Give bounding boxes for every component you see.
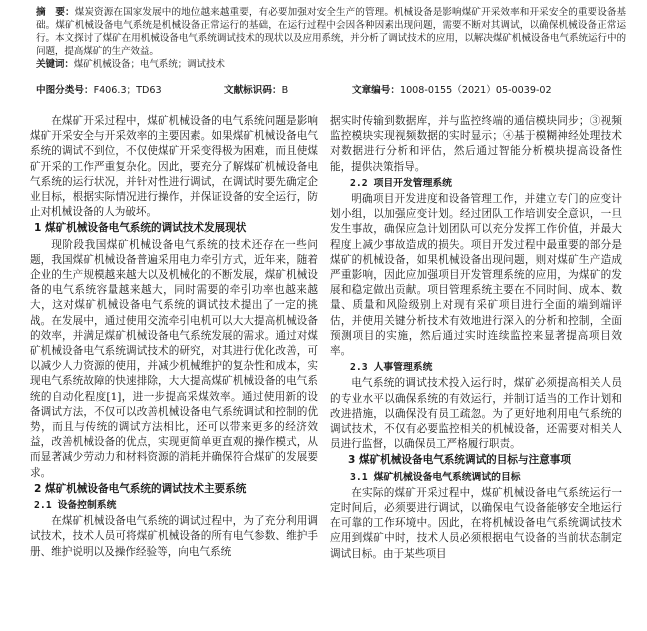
section-3-heading: 3 煤矿机械设备电气系统调试的目标与注意事项 bbox=[348, 454, 571, 467]
section-2-3-paragraph: 电气系统的调试技术投入运行时，煤矿必须提高相关人员的专业水平以确保系统的有效运行，并制订适当的工作计划和改进措施，以确保没有员工疏忽。为了更好地利用电气系统的调试技术，不仅有必要监控相关的机械设备，还需要对相关人员进行监督，以确保员工严格履行职责。 bbox=[330, 377, 622, 451]
clc-label: 中图分类号： bbox=[36, 85, 94, 96]
section-2-1-heading: 2.1 设备控制系统 bbox=[34, 500, 117, 512]
section-1-heading: 1 煤矿机械设备电气系统的调试技术发展现状 bbox=[34, 222, 247, 235]
article-number bbox=[352, 84, 552, 98]
section-1-paragraph: 现阶段我国煤矿机械设备电气系统的技术还存在一些问题，我国煤矿机械设备普遍采用电力牵引方式，近年来，随着企业的生产规模越来越大以及机械化的不断发展，煤矿机械设备的电气系统容量越来越大，同时需要的牵引功率也越来越大，这对煤矿机械设备电气系统的调试技术提出了一定的挑战。在发展中，通过使用交流牵引电机可以大大提高机械设备的效率，并满足煤矿机械设备电气系统发展的需求。通过对煤矿机械设备电气系统调试技术的研究，对其进行优化改善，可以减少人力资源的使用，并减少机械维护的复杂性和成本，实现电气系统故障的快速排除，大大提高煤矿机械设备的电气系统的自动化程度[1]，进一步提高采煤效率。通过使用新的设备调试方法，不仅可以改善机械设备电气系统调试和控制的优势，而且与传统的调试方法相比，还可以带来更多的经济效益，改善机械设备的优点，实现更简单更直观的操作模式，从而显著减少劳动力和材料资源的消耗并确保符合煤矿的发展要求。 bbox=[30, 238, 318, 479]
abstract-text: 煤炭资源在国家发展中的地位越来越重要，有必要加强对安全生产的管理。机械设备是影响煤矿开采效率和开采安全的重要设备基础。煤矿机械设备电气系统是机械设备正常运行的基础，在运行过程中会因各种因素出现问题，需要不断对其调试，以确保机械设备正常运行。本文探讨了煤矿在用机械设备电气系统调试技术的现状以及应用系统，并分析了调试技术的应用，以解决煤矿机械设备电气系统运行中的问题，提高煤矿的生产效益。 bbox=[36, 7, 626, 57]
clc-number bbox=[36, 84, 162, 98]
article-value: 1008-0155（2021）05-0039-02 bbox=[399, 85, 552, 96]
doc-label: 文献标识码： bbox=[224, 85, 282, 96]
keywords-line bbox=[36, 58, 626, 71]
right-column bbox=[330, 114, 622, 631]
abstract-block bbox=[36, 6, 626, 71]
section-2-2-heading: 2.2 项目开发管理系统 bbox=[350, 177, 452, 189]
section-3-1-heading: 3.1 煤矿机械设备电气系统调试的目标 bbox=[350, 471, 521, 483]
section-2-2-paragraph: 明确项目开发进度和设备管理工作，并建立专门的应变计划小组，以加强应变计划。经过团队工作培训安全意识，一旦发生事故，确保应急计划团队可以充分发挥工作价值，并最大程度上减少事故造成的损失。项目开发过程中最重要的部分是煤矿的机械设备，如果机械设备出现问题，则对煤矿生产造成严重影响，因此应加强项目开发管理系统的应用，为煤矿的发展和稳定做出贡献。项目管理系统主要在不同时间、成本、数量、质量和风险级别上对现有采矿项目进行全面的端到端评估，并使用关键分析技术有效地进行深入的分析和控制，全面预测项目的实施，然后通过实时连续监控来显著提高项目效率。 bbox=[330, 193, 622, 358]
section-2-1-paragraph: 在煤矿机械设备电气系统的调试过程中，为了充分利用调试技术，技术人员可将煤矿机械设备的所有电气参数、维护手册、维护说明以及操作经验等，向电气系统 bbox=[30, 515, 318, 558]
section-2-heading: 2 煤矿机械设备电气系统的调试技术主要系统 bbox=[34, 482, 247, 495]
section-2-1-continuation: 据实时传输到数据库，并与监控终端的通信模块同步；③视频监控模块实现视频数据的实时显示；④基于模糊神经处理技术对数据进行分析和评估，然后通过智能分析模块提高设备性能，提供决策指导。 bbox=[330, 115, 622, 173]
keywords-label: 关键词： bbox=[36, 59, 74, 70]
clc-value: F406.3；TD63 bbox=[93, 85, 162, 96]
left-column bbox=[30, 114, 318, 631]
section-2-3-heading: 2.3 人事管理系统 bbox=[350, 362, 433, 374]
keywords-text: 煤矿机械设备；电气系统；调试技术 bbox=[73, 59, 225, 70]
doc-value: B bbox=[281, 85, 289, 96]
section-3-1-paragraph: 在实际的煤矿开采过程中，煤矿机械设备电气系统运行一定时间后，必须要进行调试，以确保电气设备能够安全地运行在可靠的工作环境中。因此，在将机械设备电气系统调试技术应用到煤矿中时，技术人员必须根据电气设备的当前状态制定调试目标。由于某些项目 bbox=[330, 486, 622, 560]
intro-paragraph: 在煤矿开采过程中，煤矿机械设备的电气系统问题是影响煤矿开采安全与开采效率的主要因素。如果煤矿机械设备电气系统的调试不到位，不仅使煤矿开采变得极为困难，而且使煤矿开采的工作严重复杂化。因此，要充分了解煤矿机械设备电气系统的运行状况，并针对性进行调试，在调试时要先确定企业目标，根据实际情况进行操作，并保证设备的安全运行，防止对机械设备的人为破坏。 bbox=[30, 115, 318, 219]
article-label: 文章编号： bbox=[352, 85, 400, 96]
abstract-paragraph bbox=[36, 6, 626, 58]
article-meta bbox=[36, 84, 626, 98]
abstract-label: 摘 要： bbox=[36, 7, 75, 18]
document-code bbox=[224, 84, 289, 98]
